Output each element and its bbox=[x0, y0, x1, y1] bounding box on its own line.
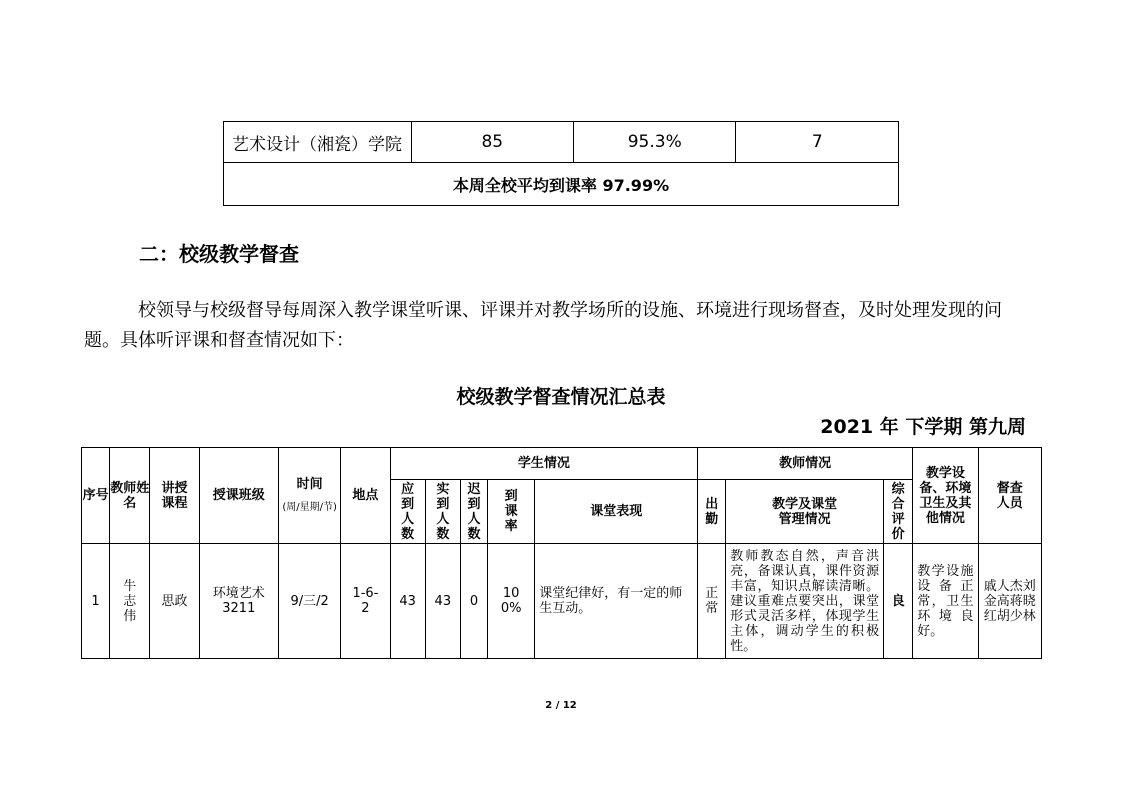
header-seq: 序号 bbox=[82, 448, 110, 544]
attendance-cell: 正常 bbox=[698, 544, 726, 659]
page-number: 2 / 12 bbox=[545, 700, 577, 711]
table-row bbox=[82, 544, 1042, 659]
course-cell: 思政 bbox=[150, 544, 199, 659]
header-teacher-group: 教师情况 bbox=[698, 448, 913, 480]
header-time: 时间 bbox=[296, 476, 323, 492]
summary-cell: 本周全校平均到课率 97.99% bbox=[224, 163, 899, 206]
header-rate: 到课率 bbox=[488, 480, 535, 544]
seq-cell: 1 bbox=[82, 544, 110, 659]
header-overall: 综合评价 bbox=[884, 480, 913, 544]
teaching-mgmt-cell: 教师教态自然，声音洪亮，备课认真，课件资源丰富，知识点解读清晰。建议重难点要突出，课堂形式灵活多样，体现学生主体，调动学生的积极性。 bbox=[726, 544, 884, 659]
header-teaching-mgmt: 教学及课堂管理情况 bbox=[726, 480, 884, 544]
section-heading: 二：校级教学督查 bbox=[139, 242, 299, 266]
expected-cell: 43 bbox=[390, 544, 425, 659]
header-attendance: 出勤 bbox=[698, 480, 726, 544]
table-title: 校级教学督查情况汇总表 bbox=[456, 386, 666, 408]
header-performance: 课堂表现 bbox=[535, 480, 698, 544]
performance-cell: 课堂纪律好，有一定的师生互动。 bbox=[535, 544, 698, 659]
header-teacher-name: 教师姓名 bbox=[110, 448, 150, 544]
actual-cell: 43 bbox=[425, 544, 460, 659]
supervision-table bbox=[81, 447, 1042, 659]
header-place: 地点 bbox=[341, 448, 390, 544]
place-cell: 1-6-2 bbox=[341, 544, 390, 659]
inspectors-cell: 戚人杰刘金高蒋晓红胡少林 bbox=[978, 544, 1041, 659]
header-inspectors: 督查人员 bbox=[978, 448, 1041, 544]
header-actual: 实到人数 bbox=[425, 480, 460, 544]
value-cell: 85 bbox=[411, 122, 573, 163]
summary-row bbox=[224, 163, 899, 206]
time-cell: 9/三/2 bbox=[279, 544, 341, 659]
term-label: 2021 年 下学期 第九周 bbox=[820, 416, 1026, 438]
header-late: 迟到人数 bbox=[460, 480, 487, 544]
header-time-unit: (周/星期/节) bbox=[282, 501, 337, 513]
late-cell: 0 bbox=[460, 544, 487, 659]
college-cell: 艺术设计（湘瓷）学院 bbox=[224, 122, 412, 163]
facility-cell: 教学设施设备正常，卫生环境良好。 bbox=[913, 544, 978, 659]
overall-cell: 良 bbox=[884, 544, 913, 659]
header-student-group: 学生情况 bbox=[390, 448, 698, 480]
intro-paragraph: 校领导与校级督导每周深入教学课堂听课、评课并对教学场所的设施、环境进行现场督查，及时处理发现的问题。具体听评课和督查情况如下： bbox=[84, 300, 1002, 351]
class-cell: 环境艺术3211 bbox=[199, 544, 278, 659]
header-facility: 教学设备、环境卫生及其他情况 bbox=[913, 448, 978, 544]
header-time-cell bbox=[279, 448, 341, 544]
header-course: 讲授课程 bbox=[150, 448, 199, 544]
header-expected: 应到人数 bbox=[390, 480, 425, 544]
teacher-name-cell: 牛志伟 bbox=[110, 544, 150, 659]
rate-cell: 100% bbox=[488, 544, 535, 659]
value-cell: 7 bbox=[736, 122, 899, 163]
header-row bbox=[82, 448, 1042, 480]
rate-cell: 95.3% bbox=[574, 122, 736, 163]
header-class: 授课班级 bbox=[199, 448, 278, 544]
attendance-table bbox=[223, 121, 899, 206]
table-row bbox=[224, 122, 899, 163]
